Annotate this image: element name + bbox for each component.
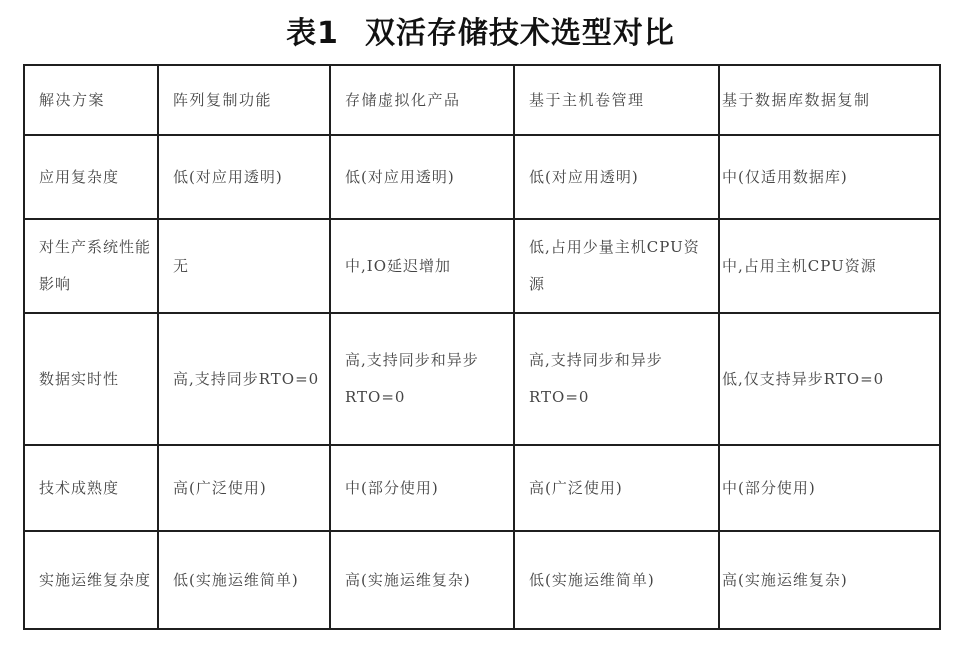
table-header-row bbox=[24, 65, 940, 135]
table-row bbox=[24, 531, 940, 629]
table-cell: 低(实施运维简单) bbox=[514, 531, 719, 629]
header-cell: 阵列复制功能 bbox=[158, 65, 330, 135]
table-cell: 中(仅适用数据库) bbox=[719, 135, 940, 219]
row-label-cell: 技术成熟度 bbox=[24, 445, 158, 531]
table-number: 表1 bbox=[286, 16, 339, 51]
table-cell: 低(对应用透明) bbox=[158, 135, 330, 219]
table-cell: 高,支持同步RTO=0 bbox=[158, 313, 330, 445]
table-cell: 高,支持同步和异步RTO=0 bbox=[514, 313, 719, 445]
table-cell: 中(部分使用) bbox=[719, 445, 940, 531]
table-cell: 无 bbox=[158, 219, 330, 313]
table-row bbox=[24, 219, 940, 313]
header-cell: 解决方案 bbox=[24, 65, 158, 135]
table-cell: 高(广泛使用) bbox=[514, 445, 719, 531]
table-cell: 高(实施运维复杂) bbox=[719, 531, 940, 629]
table-title: 双活存储技术选型对比 bbox=[364, 16, 675, 51]
row-label-cell: 对生产系统性能影响 bbox=[24, 219, 158, 313]
table-cell: 低,占用少量主机CPU资源 bbox=[514, 219, 719, 313]
row-label-cell: 数据实时性 bbox=[24, 313, 158, 445]
header-cell: 存储虚拟化产品 bbox=[330, 65, 514, 135]
table-cell: 低,仅支持异步RTO=0 bbox=[719, 313, 940, 445]
comparison-table bbox=[23, 64, 941, 630]
table-row bbox=[24, 135, 940, 219]
table-cell: 低(对应用透明) bbox=[330, 135, 514, 219]
table-cell: 高(实施运维复杂) bbox=[330, 531, 514, 629]
table-cell: 高,支持同步和异步RTO=0 bbox=[330, 313, 514, 445]
row-label-cell: 实施运维复杂度 bbox=[24, 531, 158, 629]
table-cell: 中,占用主机CPU资源 bbox=[719, 219, 940, 313]
table-cell: 中(部分使用) bbox=[330, 445, 514, 531]
table-row bbox=[24, 313, 940, 445]
table-cell: 高(广泛使用) bbox=[158, 445, 330, 531]
header-cell: 基于主机卷管理 bbox=[514, 65, 719, 135]
table-row bbox=[24, 445, 940, 531]
table-cell: 低(对应用透明) bbox=[514, 135, 719, 219]
table-caption bbox=[0, 8, 961, 52]
row-label-cell: 应用复杂度 bbox=[24, 135, 158, 219]
table-cell: 中,IO延迟增加 bbox=[330, 219, 514, 313]
header-cell: 基于数据库数据复制 bbox=[719, 65, 940, 135]
table-cell: 低(实施运维简单) bbox=[158, 531, 330, 629]
